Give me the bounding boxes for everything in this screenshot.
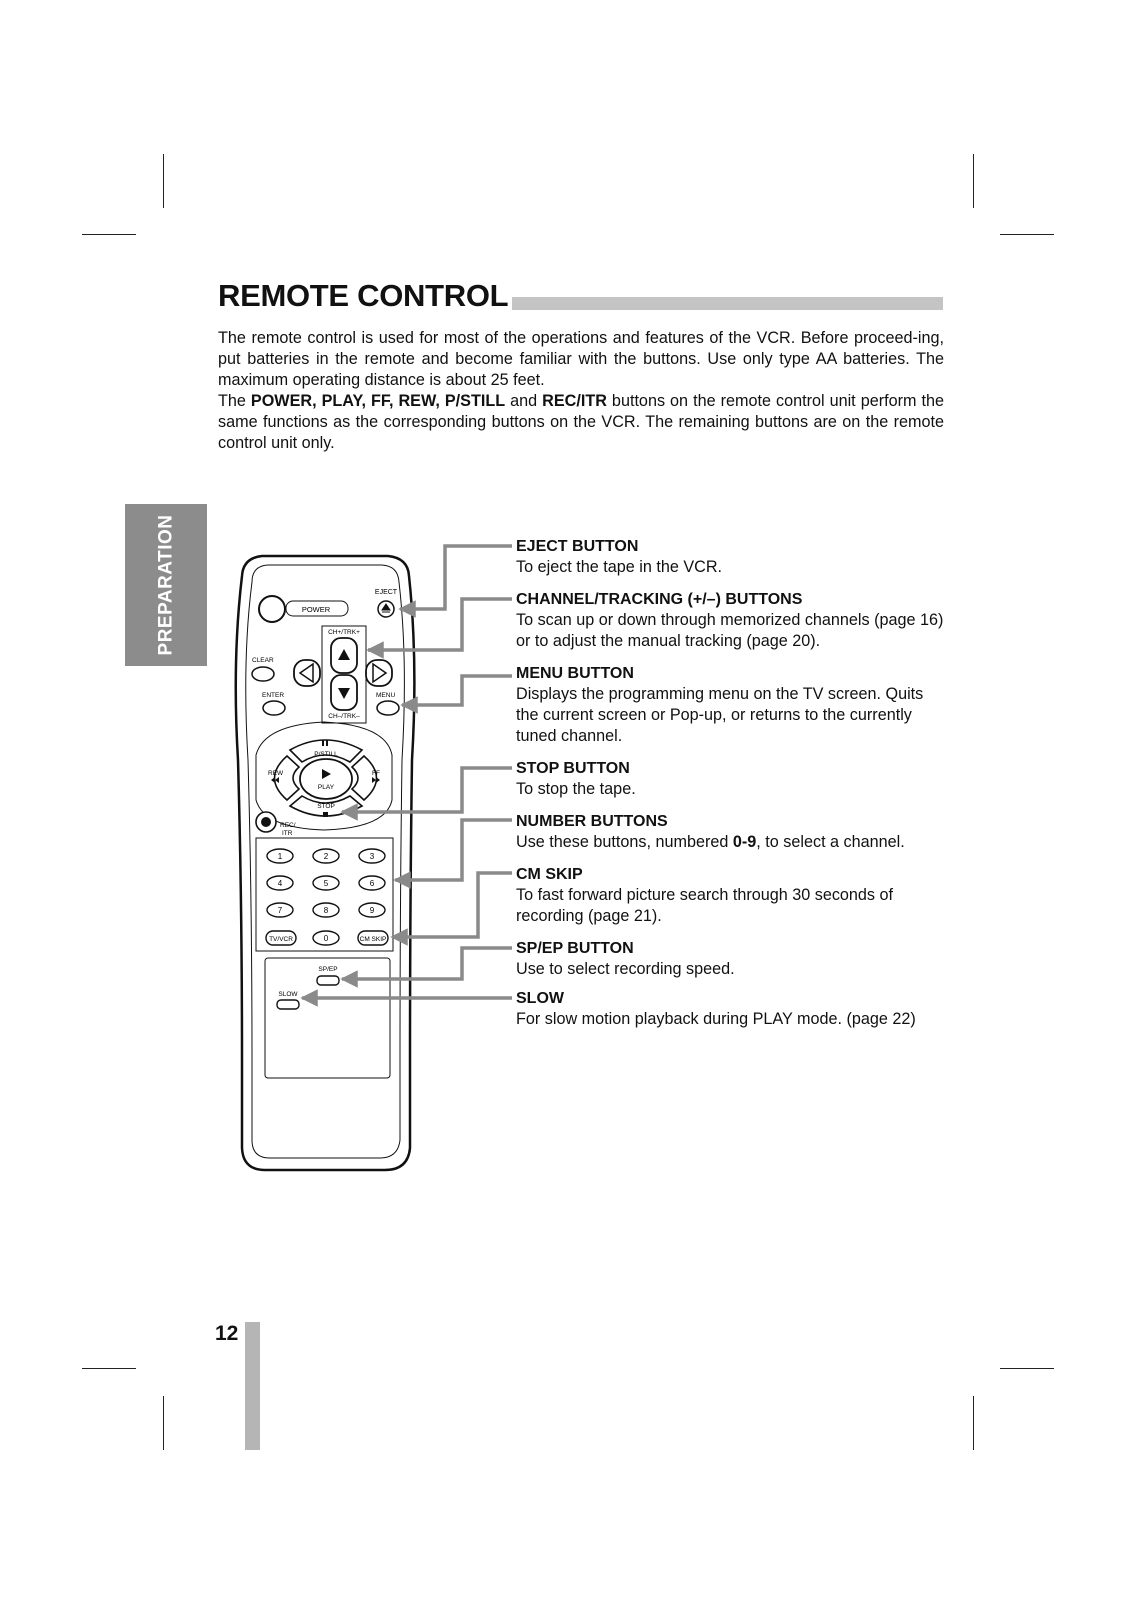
number-leader	[395, 820, 512, 880]
stop-label: STOP	[317, 803, 335, 810]
power-label: POWER	[301, 605, 331, 614]
desc-slow	[516, 988, 946, 1030]
intro-bold-run: POWER, PLAY, FF, REW, P/STILL	[250, 392, 506, 410]
digit-label: 1	[277, 852, 283, 861]
desc-title: CHANNEL/TRACKING (+/–) BUTTONS	[516, 591, 803, 608]
desc-channel-tracking	[516, 589, 946, 652]
play-button	[300, 759, 352, 799]
menu-label: MENU	[376, 692, 396, 699]
desc-text: To scan up or down through memorized channels (page 16) or to adjust the manual tracking (page 20).	[516, 611, 944, 650]
intro-text-run: buttons on the remote control unit perform the same functions as the corresponding buttons on the VCR. The remaining buttons are on the remote control unit only.	[218, 392, 944, 452]
desc-title: STOP BUTTON	[516, 760, 630, 777]
tvvcr-label: TV/VCR	[269, 936, 293, 943]
enter-button	[263, 701, 285, 715]
desc-cmskip	[516, 864, 946, 927]
intro-text-run: The	[218, 392, 251, 410]
slow-label: SLOW	[278, 991, 298, 998]
desc-stop	[516, 758, 946, 800]
spep-button	[317, 976, 339, 985]
section-tab-label: PREPARATION	[155, 514, 176, 656]
desc-title: MENU BUTTON	[516, 665, 634, 682]
power-button	[259, 596, 285, 622]
ch-up-label: CH+/TRK+	[328, 629, 360, 636]
desc-number	[516, 811, 946, 853]
desc-text-run: , to select a channel.	[756, 833, 905, 851]
desc-title: SLOW	[516, 990, 564, 1007]
desc-eject	[516, 536, 946, 578]
digit-label: 2	[323, 852, 329, 861]
clear-button	[252, 667, 274, 681]
digit-label: 7	[277, 906, 283, 915]
eject-label: EJECT	[374, 589, 398, 596]
page-title: REMOTE CONTROL	[218, 278, 509, 313]
menu-button	[377, 701, 399, 715]
desc-title: NUMBER BUTTONS	[516, 813, 668, 830]
desc-title: EJECT BUTTON	[516, 538, 639, 555]
desc-menu	[516, 663, 946, 747]
desc-text: Use to select recording speed.	[516, 960, 735, 978]
desc-title: CM SKIP	[516, 866, 583, 883]
rec-label: REC/	[280, 822, 296, 829]
desc-text	[516, 832, 946, 853]
digit-label: 9	[369, 906, 375, 915]
desc-text: To fast forward picture search through 30 seconds of recording (page 21).	[516, 886, 894, 925]
slow-button	[277, 1000, 299, 1009]
menu-leader	[402, 676, 512, 705]
desc-bold-run: 0-9	[732, 833, 757, 851]
cmskip-label: CM SKIP	[359, 936, 387, 943]
digit-label: 5	[323, 879, 329, 888]
desc-text: Displays the programming menu on the TV screen. Quits the current screen or Pop-up, or returns to the currently tuned channel.	[516, 685, 924, 745]
digit-label: 4	[277, 879, 283, 888]
desc-text: For slow motion playback during PLAY mode. (page 22)	[516, 1010, 916, 1028]
desc-text-run: Use these buttons, numbered	[516, 833, 733, 851]
intro-paragraph-1: The remote control is used for most of the operations and features of the VCR. Before proceed-ing, put batteries in the remote and become familiar with the buttons. Use only type AA batteries. The maximum operating distance is about 25 feet.	[218, 329, 944, 389]
desc-spep	[516, 938, 946, 980]
digit-label: 3	[369, 852, 375, 861]
digit-label: 8	[323, 906, 329, 915]
desc-text: To stop the tape.	[516, 780, 636, 798]
ff-label: FF	[372, 770, 380, 777]
desc-text: To eject the tape in the VCR.	[516, 558, 723, 576]
pstill-label: P/STILL	[314, 751, 338, 758]
clear-label: CLEAR	[252, 657, 274, 664]
play-label: PLAY	[317, 784, 335, 791]
ch-down-label: CH–/TRK–	[328, 713, 360, 720]
desc-title: SP/EP BUTTON	[516, 940, 634, 957]
digit-label: 0	[323, 934, 329, 943]
rew-label: REW	[268, 770, 284, 777]
digit-label: 6	[369, 879, 375, 888]
intro-bold-run: REC/ITR	[542, 392, 607, 410]
spep-label: SP/EP	[318, 966, 338, 973]
page-number-bar	[245, 1322, 260, 1450]
enter-label: ENTER	[262, 692, 285, 699]
intro-text-run: and	[505, 392, 543, 410]
page-number: 12	[215, 1322, 239, 1345]
itr-label: ITR	[282, 830, 293, 837]
